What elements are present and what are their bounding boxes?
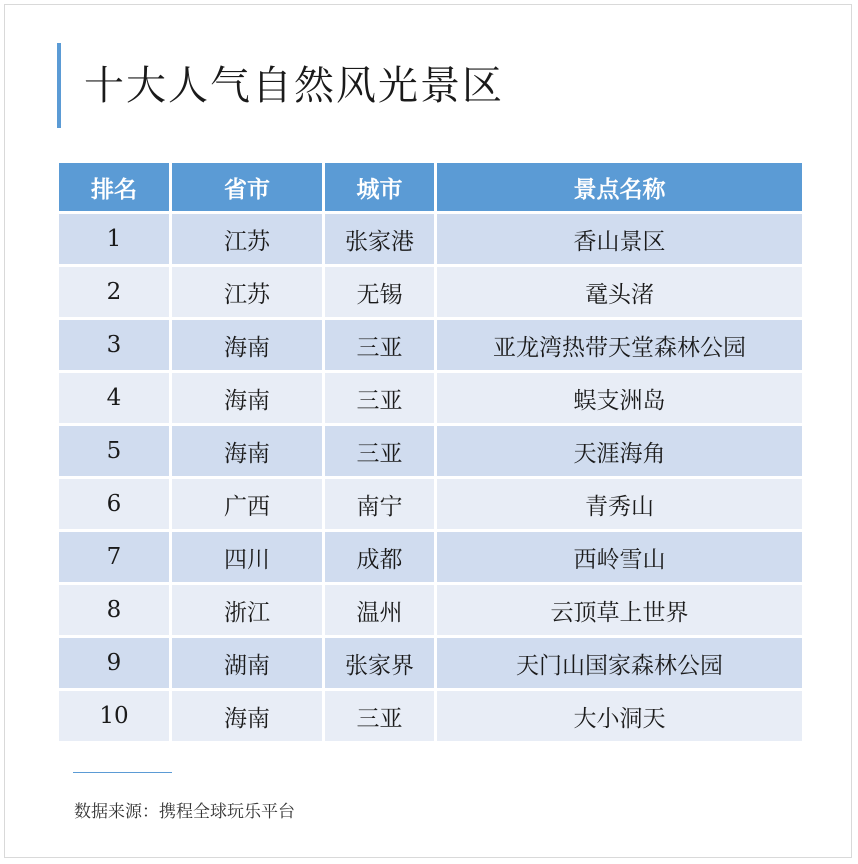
scenic-spot-cell: 亚龙湾热带天堂森林公园 xyxy=(437,320,802,373)
city-cell: 三亚 xyxy=(325,691,437,744)
rank-cell: 10 xyxy=(59,691,172,744)
table-row xyxy=(59,267,802,320)
table-row xyxy=(59,638,802,691)
province-cell: 海南 xyxy=(172,320,325,373)
header-province: 省市 xyxy=(172,163,325,214)
province-cell: 浙江 xyxy=(172,585,325,638)
province-cell: 海南 xyxy=(172,426,325,479)
scenic-spot-cell: 西岭雪山 xyxy=(437,532,802,585)
table-row xyxy=(59,691,802,744)
province-cell: 海南 xyxy=(172,373,325,426)
scenic-spot-cell: 云顶草上世界 xyxy=(437,585,802,638)
rank-cell: 1 xyxy=(59,214,172,267)
table-header-row xyxy=(59,163,802,214)
city-cell: 三亚 xyxy=(325,373,437,426)
scenic-spot-cell: 天涯海角 xyxy=(437,426,802,479)
city-cell: 张家港 xyxy=(325,214,437,267)
scenic-spot-cell: 大小洞天 xyxy=(437,691,802,744)
header-city: 城市 xyxy=(325,163,437,214)
table-row xyxy=(59,479,802,532)
scenic-spot-cell: 蜈支洲岛 xyxy=(437,373,802,426)
data-source-note: 数据来源：携程全球玩乐平台 xyxy=(74,802,295,822)
rank-cell: 9 xyxy=(59,638,172,691)
rank-cell: 6 xyxy=(59,479,172,532)
header-scenic-spot: 景点名称 xyxy=(437,163,802,214)
table-row xyxy=(59,532,802,585)
table-row xyxy=(59,373,802,426)
scenic-spot-cell: 天门山国家森林公园 xyxy=(437,638,802,691)
city-cell: 三亚 xyxy=(325,320,437,373)
page-title: 十大人气自然风光景区 xyxy=(84,63,504,109)
province-cell: 湖南 xyxy=(172,638,325,691)
header-rank: 排名 xyxy=(59,163,172,214)
title-accent-bar xyxy=(57,43,61,128)
rank-cell: 2 xyxy=(59,267,172,320)
province-cell: 海南 xyxy=(172,691,325,744)
province-cell: 江苏 xyxy=(172,214,325,267)
table-row xyxy=(59,585,802,638)
rank-cell: 5 xyxy=(59,426,172,479)
city-cell: 无锡 xyxy=(325,267,437,320)
ranking-table xyxy=(59,163,802,744)
rank-cell: 4 xyxy=(59,373,172,426)
rank-cell: 3 xyxy=(59,320,172,373)
scenic-spot-cell: 青秀山 xyxy=(437,479,802,532)
city-cell: 张家界 xyxy=(325,638,437,691)
province-cell: 四川 xyxy=(172,532,325,585)
province-cell: 广西 xyxy=(172,479,325,532)
scenic-spot-cell: 鼋头渚 xyxy=(437,267,802,320)
rank-cell: 7 xyxy=(59,532,172,585)
city-cell: 南宁 xyxy=(325,479,437,532)
city-cell: 温州 xyxy=(325,585,437,638)
table-row xyxy=(59,214,802,267)
province-cell: 江苏 xyxy=(172,267,325,320)
source-divider xyxy=(73,772,172,773)
scenic-spot-cell: 香山景区 xyxy=(437,214,802,267)
city-cell: 三亚 xyxy=(325,426,437,479)
table-row xyxy=(59,320,802,373)
city-cell: 成都 xyxy=(325,532,437,585)
table-row xyxy=(59,426,802,479)
rank-cell: 8 xyxy=(59,585,172,638)
